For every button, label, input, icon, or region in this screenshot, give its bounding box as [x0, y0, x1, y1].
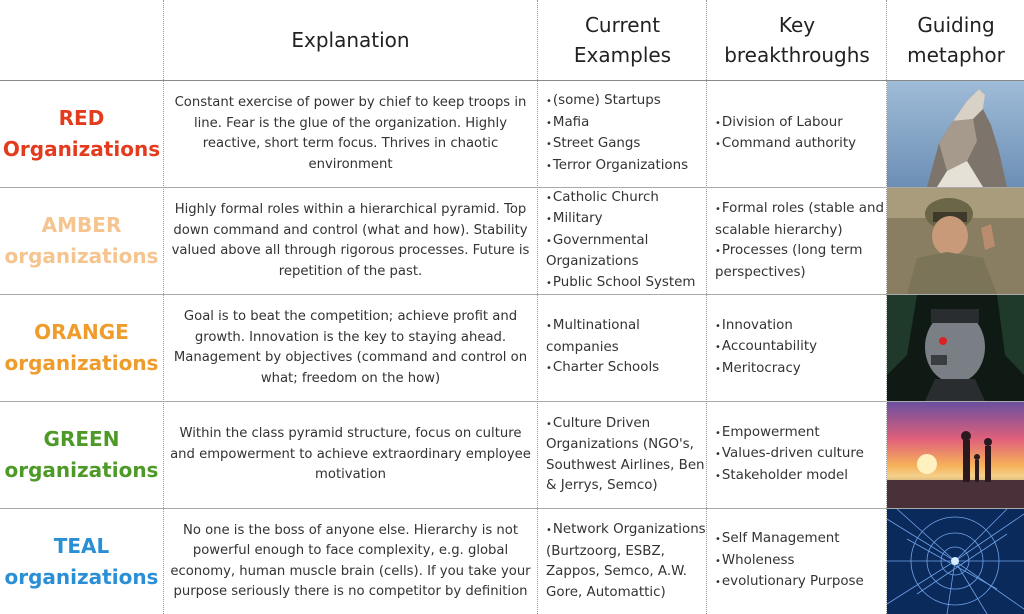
example-item: • Culture Driven Organizations (NGO's, Southwest Airlines, Ben & Jerrys, Semco): [546, 414, 706, 497]
breakthrough-item: • Wholeness: [715, 551, 887, 573]
row-name-green: [0, 402, 163, 508]
name-line1: TEAL: [53, 533, 110, 558]
row-name-teal: [0, 509, 163, 614]
name-line1: AMBER: [41, 213, 122, 237]
wolf-image: [887, 81, 1024, 187]
example-item: • Catholic Church: [546, 188, 706, 210]
example-item: • Public School System: [546, 273, 706, 295]
example-item: • Multinational companies: [546, 316, 706, 358]
example-item: • Mafia: [546, 113, 706, 135]
row-examples: [538, 295, 706, 401]
row-explanation: Constant exercise of power by chief to keep troops in line. Fear is the glue of the organization. Highly reactive, short term focus. Thrives in chaotic environment: [174, 95, 527, 172]
row-explanation: Highly formal roles within a hierarchical pyramid. Top down command and control (what and how). Stability valued above all through rigorous processes. Future is repetition of the past.: [171, 202, 530, 279]
row-examples: [538, 509, 706, 614]
example-item: • Charter Schools: [546, 358, 706, 380]
breakthrough-item: • Command authority: [715, 134, 887, 156]
row-breakthroughs: [707, 188, 887, 294]
name-line2: organizations: [4, 351, 159, 375]
row-examples: [538, 402, 706, 508]
name-line2: organizations: [4, 564, 159, 589]
name-line1: ORANGE: [34, 320, 129, 344]
example-item: • Terror Organizations: [546, 156, 706, 178]
header-breakthroughs: Key breakthroughs: [724, 13, 870, 67]
breakthrough-item: • Stakeholder model: [715, 466, 887, 488]
row-examples: [538, 81, 706, 187]
header-metaphor: Guiding metaphor: [907, 13, 1005, 67]
network-image: [887, 509, 1024, 614]
example-item: • (some) Startups: [546, 91, 706, 113]
name-line1: RED: [58, 106, 105, 130]
name-line2: Organizations: [2, 137, 161, 161]
row-breakthroughs: [707, 295, 887, 401]
breakthrough-item: • Formal roles (stable and scalable hierarchy): [715, 199, 887, 241]
header-examples: Current Examples: [573, 13, 672, 67]
row-breakthroughs: [707, 402, 887, 508]
breakthrough-item: • Accountability: [715, 337, 887, 359]
name-line1: GREEN: [43, 427, 120, 451]
name-line2: organizations: [4, 244, 159, 268]
row-examples: [538, 188, 706, 294]
row-breakthroughs: [707, 81, 887, 187]
example-item: • Network Organizations (Burtzoorg, ESBZ, Zappos, Semco, A.W. Gore, Automattic): [546, 520, 706, 603]
row-explanation: Goal is to beat the competition; achieve profit and growth. Innovation is the key to staying ahead. Management by objectives (command and control on what; freedom on the how): [173, 309, 528, 386]
row-name-amber: [0, 188, 163, 294]
breakthrough-item: • evolutionary Purpose: [715, 572, 887, 594]
row-explanation: No one is the boss of anyone else. Hierarchy is not powerful enough to face complexity, e.g. global economy, human muscle brain (cells). If you take your purpose seriously there is no competitor by definition: [170, 522, 531, 599]
name-line2: organizations: [4, 458, 159, 482]
breakthrough-item: • Meritocracy: [715, 359, 887, 381]
soldier-image: [887, 188, 1024, 294]
family-sunset-image: [887, 402, 1024, 508]
row-name-red: [0, 81, 163, 187]
breakthrough-item: • Processes (long term perspectives): [715, 241, 887, 283]
breakthrough-item: • Empowerment: [715, 423, 887, 445]
breakthrough-item: • Values-driven culture: [715, 444, 887, 466]
breakthrough-item: • Division of Labour: [715, 113, 887, 135]
row-name-orange: [0, 295, 163, 401]
cyborg-image: [887, 295, 1024, 401]
breakthrough-item: • Innovation: [715, 316, 887, 338]
row-explanation: Within the class pyramid structure, focus on culture and empowerment to achieve extraordinary employee motivation: [170, 426, 531, 483]
row-breakthroughs: [707, 509, 887, 614]
header-explanation: Explanation: [291, 28, 410, 52]
example-item: • Street Gangs: [546, 134, 706, 156]
example-item: • Governmental Organizations: [546, 231, 706, 273]
example-item: • Military: [546, 209, 706, 231]
breakthrough-item: • Self Management: [715, 529, 887, 551]
